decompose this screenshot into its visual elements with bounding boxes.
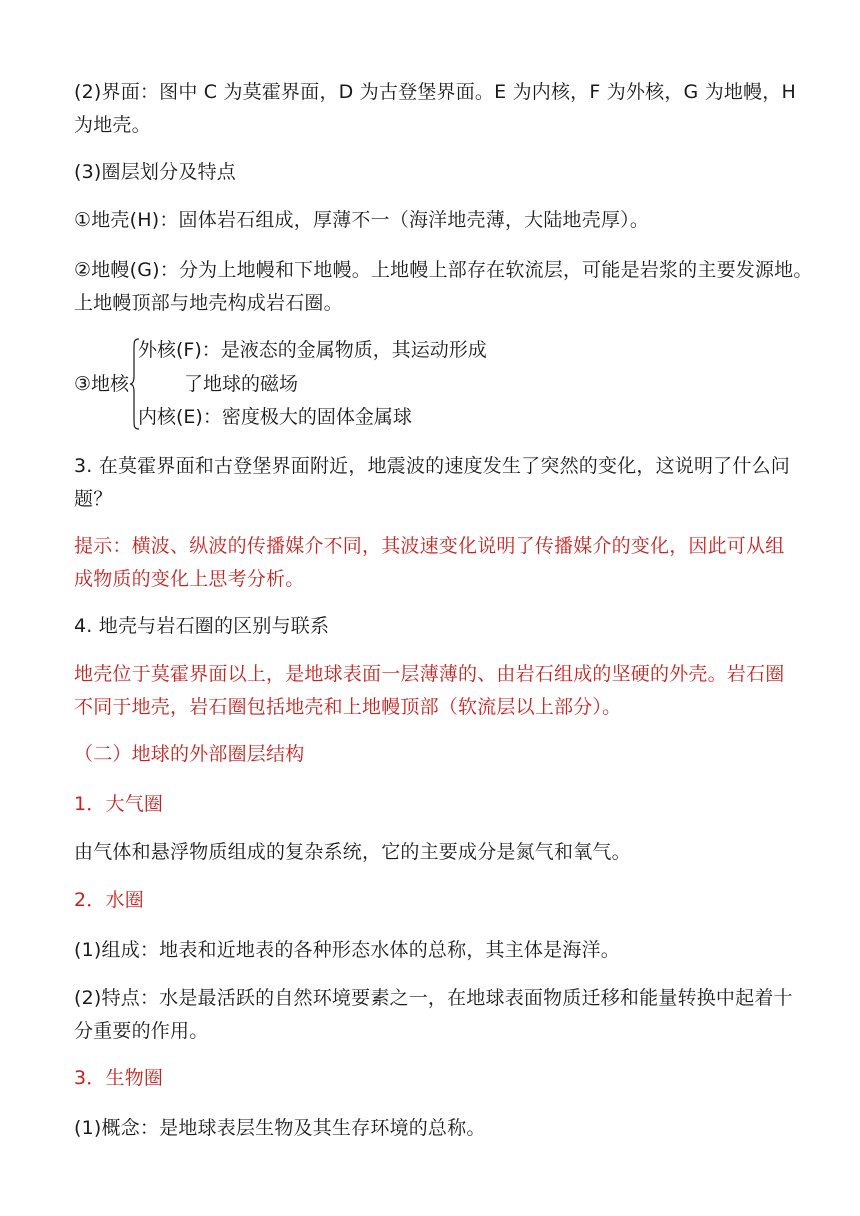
biosphere-concept: (1)概念：是地球表层生物及其生存环境的总称。 [74, 1117, 486, 1139]
hydrosphere-features [74, 982, 826, 1048]
hint-paragraph [74, 530, 826, 596]
question-4: 4. 地壳与岩石圈的区别与联系 [74, 615, 330, 637]
atmosphere-heading: 1．大气圈 [74, 793, 164, 815]
inner-core-line: 内核(E)：密度极大的固体金属球 [138, 406, 412, 428]
question-3 [74, 450, 826, 516]
mantle-line-2: 上地幔顶部与地壳构成岩石圈。 [74, 292, 343, 314]
question-3-line-2: 题？ [74, 488, 113, 510]
hydrosphere-features-line-1: (2)特点：水是最活跃的自然环境要素之一，在地球表面物质迁移和能量转换中起着十 [74, 987, 793, 1009]
hint-line-2: 成物质的变化上思考分析。 [74, 568, 305, 590]
section-2-heading: （二）地球的外部圈层结构 [74, 743, 305, 765]
interface-line-1: (2)界面：图中 C 为莫霍界面，D 为古登堡界面。E 为内核，F 为外核，G 为地幔，H [74, 81, 796, 103]
hydrosphere-features-line-2: 分重要的作用。 [74, 1020, 209, 1042]
biosphere-heading: 3．生物圈 [74, 1067, 164, 1089]
hint-line-1: 提示：横波、纵波的传播媒介不同，其波速变化说明了传播媒介的变化，因此可从组 [74, 535, 785, 557]
hydrosphere-composition: (1)组成：地表和近地表的各种形态水体的总称，其主体是海洋。 [74, 939, 620, 961]
core-block [74, 334, 834, 434]
answer-4-line-2: 不同于地壳，岩石圈包括地壳和上地幔顶部（软流层以上部分）。 [74, 696, 622, 718]
answer-4-line-1: 地壳位于莫霍界面以上，是地球表面一层薄薄的、由岩石组成的坚硬的外壳。岩石圈 [74, 663, 785, 685]
answer-4 [74, 658, 826, 724]
crust-paragraph: ①地壳(H)：固体岩石组成，厚薄不一（海洋地壳薄，大陆地壳厚）。 [74, 209, 650, 231]
core-label: ③地核 [74, 373, 130, 395]
mantle-line-1: ②地幔(G)：分为上地幔和下地幔。上地幔上部存在软流层，可能是岩浆的主要发源地。 [74, 259, 813, 281]
mantle-paragraph [74, 254, 826, 320]
interface-paragraph [74, 76, 826, 142]
layers-heading: (3)圈层划分及特点 [74, 161, 236, 183]
outer-core-line-1: 外核(F)：是液态的金属物质，其运动形成 [138, 339, 487, 361]
atmosphere-text: 由气体和悬浮物质组成的复杂系统，它的主要成分是氮气和氧气。 [74, 841, 631, 863]
question-3-line-1: 3. 在莫霍界面和古登堡界面附近，地震波的速度发生了突然的变化，这说明了什么问 [74, 455, 790, 477]
outer-core-line-2: 了地球的磁场 [184, 373, 299, 395]
hydrosphere-heading: 2．水圈 [74, 889, 144, 911]
interface-line-2: 为地壳。 [74, 114, 151, 136]
